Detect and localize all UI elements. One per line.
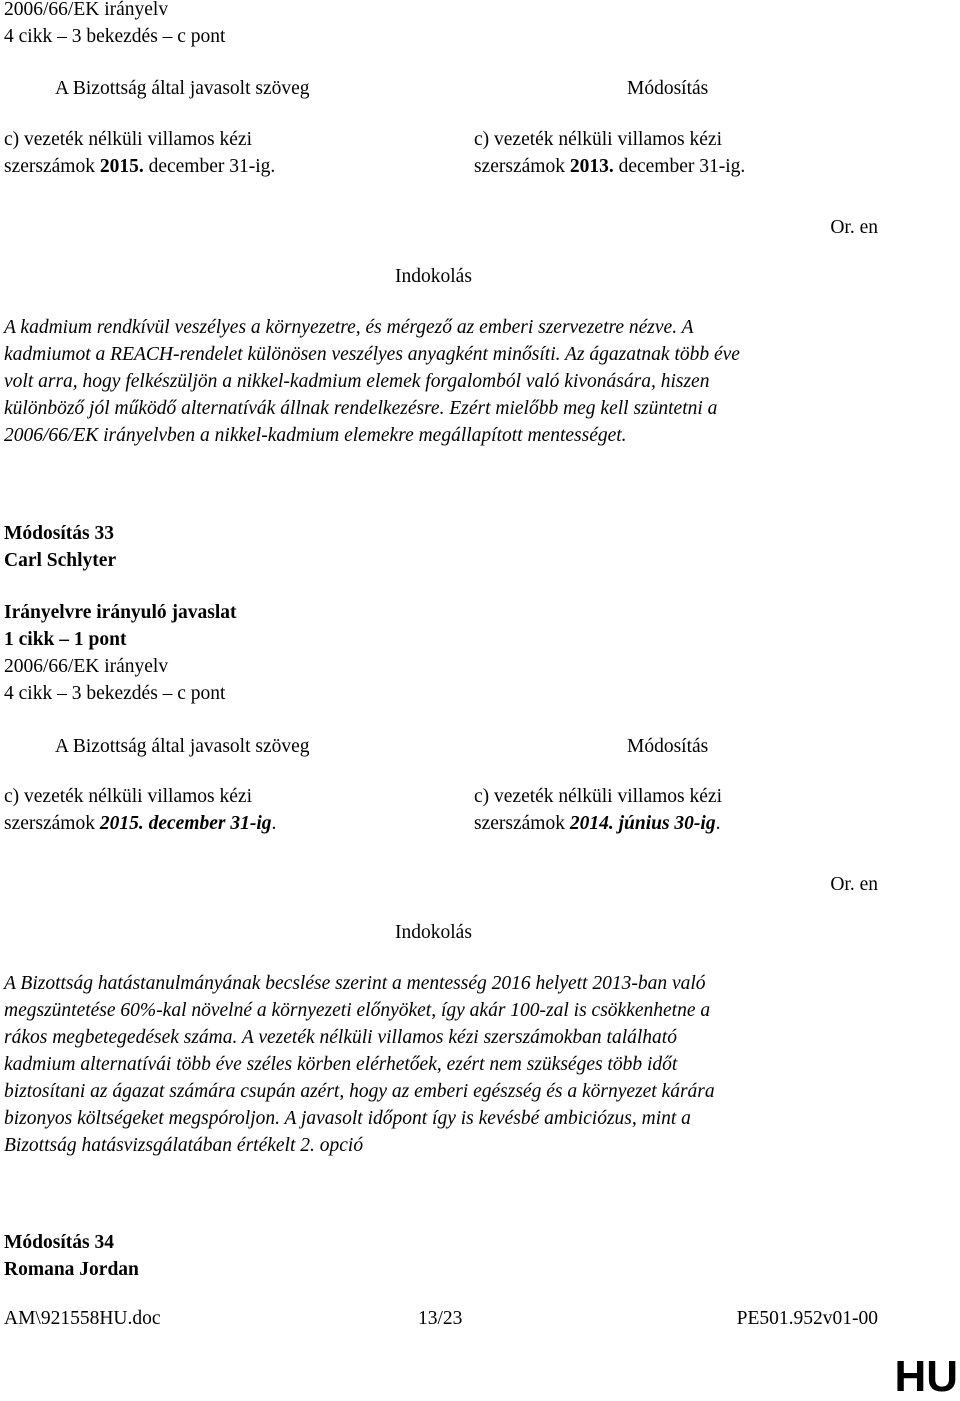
amendment-author: Romana Jordan (4, 1259, 139, 1280)
amendment-header: Módosítás (627, 78, 709, 99)
justification-line: A Bizottság hatástanulmányának becslése szerint a mentesség 2016 helyett 2013-ban való (4, 973, 706, 994)
commission-text-header: A Bizottság által javasolt szöveg (55, 736, 310, 757)
article-reference: 4 cikk – 3 bekezdés – c pont (4, 683, 226, 704)
article-point: 1 cikk – 1 pont (4, 629, 127, 650)
amendment-text-line: szerszámok 2013. december 31-ig. (474, 156, 746, 177)
justification-text (4, 314, 876, 449)
justification-title: Indokolás (395, 922, 472, 943)
amendment-text-line: c) vezeték nélküli villamos kézi (474, 129, 722, 150)
justification-text (4, 970, 876, 1159)
justification-line: kadmiumot a REACH-rendelet különösen veszélyes anyagként minősíti. Az ágazatnak több éve (4, 344, 740, 365)
justification-line: különböző jól működő alternatívák állnak rendelkezésre. Ezért mielőbb meg kell szüntetni a (4, 398, 718, 419)
amendment-author: Carl Schlyter (4, 550, 117, 571)
amendment-text-line: c) vezeték nélküli villamos kézi (474, 786, 722, 807)
document-reference: AM\921558HU.doc (4, 1308, 161, 1329)
commission-text-header: A Bizottság által javasolt szöveg (55, 78, 310, 99)
amendment-number: Módosítás 33 (4, 523, 114, 544)
original-language: Or. en (830, 217, 878, 238)
original-language: Or. en (830, 874, 878, 895)
commission-text-line: c) vezeték nélküli villamos kézi (4, 786, 252, 807)
justification-line: 2006/66/EK irányelvben a nikkel-kadmium elemekre megállapított mentességet. (4, 425, 627, 446)
article-reference: 4 cikk – 3 bekezdés – c pont (4, 26, 226, 47)
directive-reference: 2006/66/EK irányelv (4, 0, 169, 20)
justification-line: rákos megbetegedések száma. A vezeték nélküli villamos kézi szerszámokban található (4, 1027, 677, 1048)
page-number: 13/23 (418, 1308, 463, 1329)
justification-line: kadmium alternatívái több éve széles körben elérhetőek, ezért nem szükséges több időt (4, 1054, 678, 1075)
justification-title: Indokolás (395, 266, 472, 287)
amendment-number: Módosítás 34 (4, 1232, 114, 1253)
justification-line: bizonyos költségeket megspóroljon. A javasolt időpont így is kevésbé ambiciózus, mint a (4, 1108, 691, 1129)
justification-line: megszüntetése 60%-kal növelné a környezeti előnyöket, így akár 100-zal is csökkenhetne a (4, 1000, 711, 1021)
amendment-header: Módosítás (627, 736, 709, 757)
commission-text-line: c) vezeték nélküli villamos kézi (4, 129, 252, 150)
commission-text-line: szerszámok 2015. december 31-ig. (4, 156, 276, 177)
justification-line: Bizottság hatásvizsgálatában értékelt 2. opció (4, 1135, 364, 1156)
justification-line: volt arra, hogy felkészüljön a nikkel-kadmium elemek forgalomból való kivonására, hiszen (4, 371, 710, 392)
directive-reference: 2006/66/EK irányelv (4, 656, 169, 677)
amendment-text-line: szerszámok 2014. június 30-ig. (474, 813, 721, 834)
commission-text-line: szerszámok 2015. december 31-ig. (4, 813, 277, 834)
language-mark: HU (894, 1352, 958, 1401)
justification-line: biztosítani az ágazat számára csupán azért, hogy az emberi egészség és a környezet kárára (4, 1081, 715, 1102)
proposal-title: Irányelvre irányuló javaslat (4, 602, 237, 623)
justification-line: A kadmium rendkívül veszélyes a környezetre, és mérgező az emberi szervezetre nézve. A (4, 317, 694, 338)
pe-reference: PE501.952v01-00 (736, 1308, 878, 1329)
